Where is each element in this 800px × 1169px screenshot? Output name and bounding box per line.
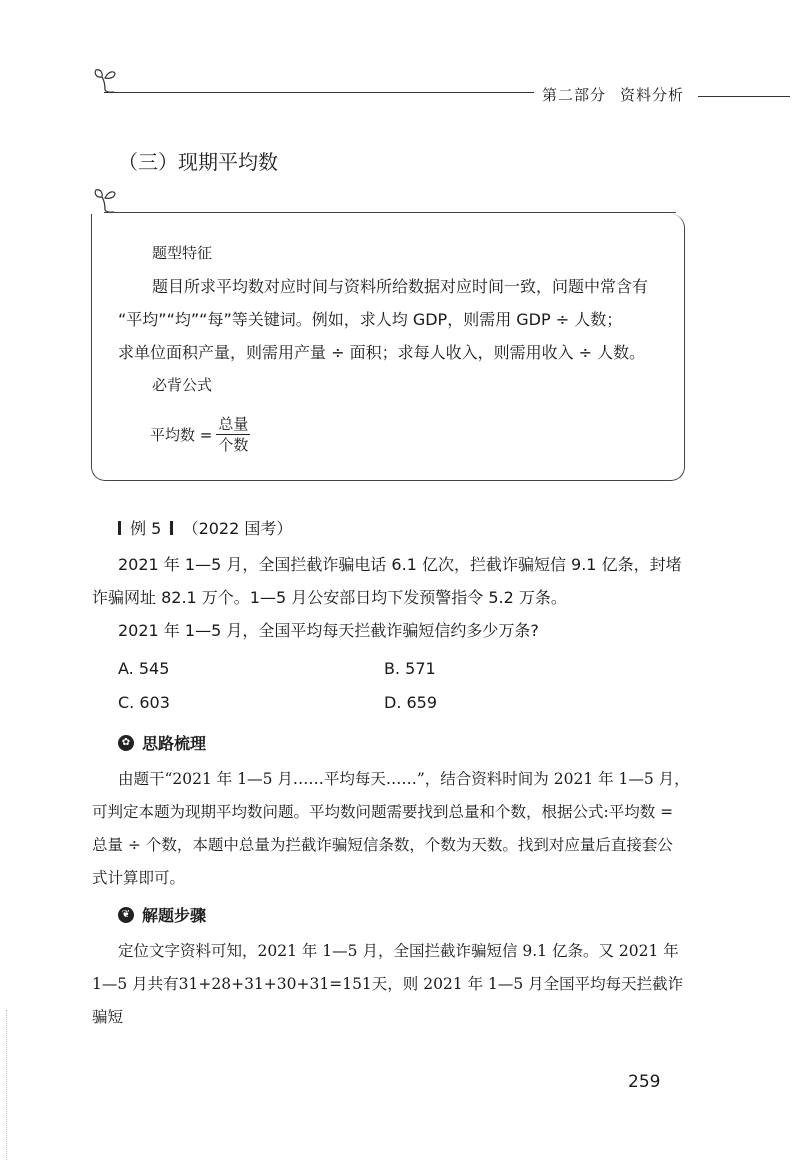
analysis-line: 可判定本题为现期平均数问题。平均数问题需要找到总量和个数，根据公式:平均数 =: [92, 803, 674, 821]
option-c: C. 603: [118, 693, 170, 712]
flower-icon: ✿: [118, 735, 134, 751]
analysis-heading: [118, 731, 206, 754]
material-line: 诈骗网址 82.1 万个。1—5 月公安部日均下发预警指令 5.2 万条。: [92, 588, 567, 607]
solution-line: 定位文字资料可知，2021 年 1—5 月，全国拦截诈骗短信 9.1 亿条。又 2021 年: [118, 942, 679, 960]
question-text: 2021 年 1—5 月，全国平均每天拦截诈骗短信约多少万条?: [118, 621, 539, 640]
section-title: （三）现期平均数: [118, 150, 278, 174]
formula-numerator: 总量: [218, 415, 249, 433]
material-line: 2021 年 1—5 月，全国拦截诈骗电话 6.1 亿次，拦截诈骗短信 9.1 亿条，封堵: [118, 555, 682, 574]
solution-heading: [118, 903, 206, 926]
page-number: 259: [628, 1072, 661, 1092]
formula-denominator: 个数: [218, 436, 249, 454]
example-label: 例 5: [130, 519, 162, 538]
header-part: 第二部分: [542, 86, 607, 104]
sprout-icon: [92, 66, 118, 92]
box-heading-formula: 必背公式: [152, 376, 213, 394]
leaf-icon: ❦: [118, 907, 134, 923]
solution-text: [92, 935, 692, 1034]
analysis-line: 由题干“2021 年 1—5 月……平均每天……”，结合资料时间为 2021 年 1—5 月，: [118, 770, 690, 788]
solution-line: 1—5 月共有31+28+31+30+31=151天，则 2021 年 1—5 月全国平均每天拦截诈骗短: [92, 975, 684, 1026]
example-material: [92, 548, 692, 647]
header-section: 资料分析: [620, 86, 685, 104]
box-line: 题目所求平均数对应时间与资料所给数据对应时间一致，问题中常含有: [152, 277, 649, 296]
feature-box-content: [118, 237, 668, 402]
header-rule: [104, 92, 534, 93]
option-a: A. 545: [118, 659, 170, 678]
box-line: “平均”“均”“每”等关键词。例如，求人均 GDP，则需用 GDP ÷ 人数；: [118, 310, 623, 329]
box-top-rule: [104, 212, 676, 213]
option-d: D. 659: [384, 693, 438, 712]
formula-fraction: [216, 416, 250, 453]
example-header: [118, 516, 292, 539]
formula-lhs: 平均数 =: [150, 426, 213, 444]
option-b: B. 571: [384, 659, 436, 678]
running-header: [542, 84, 684, 105]
bracket-mark: [170, 521, 173, 535]
header-rule-right: [698, 96, 790, 97]
analysis-line: 总量 ÷ 个数，本题中总量为拦截诈骗短信条数，个数为天数。找到对应量后直接套公: [92, 836, 673, 854]
analysis-text: [92, 763, 692, 895]
analysis-line: 式计算即可。: [92, 869, 186, 887]
bracket-mark: [118, 521, 121, 535]
analysis-title: 思路梳理: [142, 734, 207, 753]
example-source: （2022 国考）: [182, 519, 293, 538]
average-formula: [150, 416, 250, 453]
sprout-icon: [92, 186, 118, 212]
box-heading-features: 题型特征: [152, 244, 213, 262]
solution-title: 解题步骤: [142, 906, 207, 925]
margin-dotted-line: [6, 1010, 7, 1160]
box-line: 求单位面积产量，则需用产量 ÷ 面积；求每人收入，则需用收入 ÷ 人数。: [118, 343, 646, 362]
